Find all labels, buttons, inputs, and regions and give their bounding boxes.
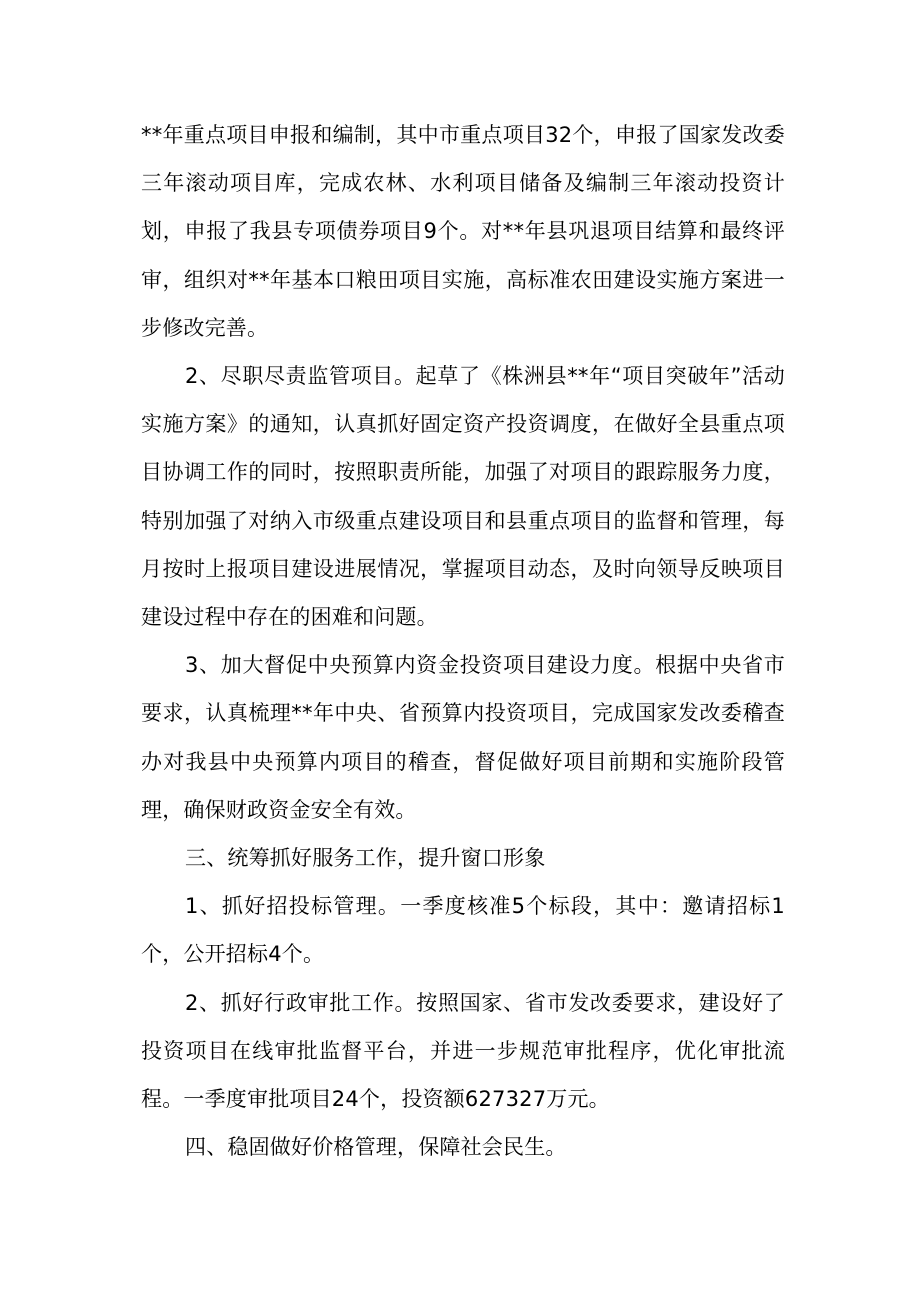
paragraph-project-supervision: 2、尽职尽责监管项目。起草了《株洲县**年“项目突破年”活动实施方案》的通知，认真抓好固定资产投资调度，在做好全县重点项目协调工作的同时，按照职责所能，加强了对项目的跟踪服务力度，特别加强了对纳入市级重点建设项目和县重点项目的监督和管理，每月按时上报项目建设进展情况，掌握项目动态，及时向领导反映项目建设过程中存在的困难和问题。 bbox=[141, 364, 785, 630]
paragraph-central-budget-investment: 3、加大督促中央预算内资金投资项目建设力度。根据中央省市要求，认真梳理**年中央、省预算内投资项目，完成国家发改委稽查办对我县中央预算内项目的稽查，督促做好项目前期和实施阶段管理，确保财政资金安全有效。 bbox=[141, 653, 785, 822]
section-heading-price-management: 四、稳固做好价格管理，保障社会民生。 bbox=[185, 1135, 567, 1160]
section-heading-service-work: 三、统筹抓好服务工作，提升窗口形象 bbox=[185, 846, 546, 871]
paragraph-administrative-approval: 2、抓好行政审批工作。按照国家、省市发改委要求，建设好了投资项目在线审批监督平台，并进一步规范审批程序，优化审批流程。一季度审批项目24个，投资额627327万元。 bbox=[141, 990, 785, 1112]
document-body bbox=[141, 111, 785, 1171]
paragraph-bidding-management: 1、抓好招投标管理。一季度核准5个标段，其中：邀请招标1个，公开招标4个。 bbox=[141, 894, 785, 967]
paragraph-project-declaration: **年重点项目申报和编制，其中市重点项目32个，申报了国家发改委三年滚动项目库，完成农林、水利项目储备及编制三年滚动投资计划，申报了我县专项债券项目9个。对**年县巩退项目结算和最终评审，组织对**年基本口粮田项目实施，高标准农田建设实施方案进一步修改完善。 bbox=[141, 123, 785, 340]
